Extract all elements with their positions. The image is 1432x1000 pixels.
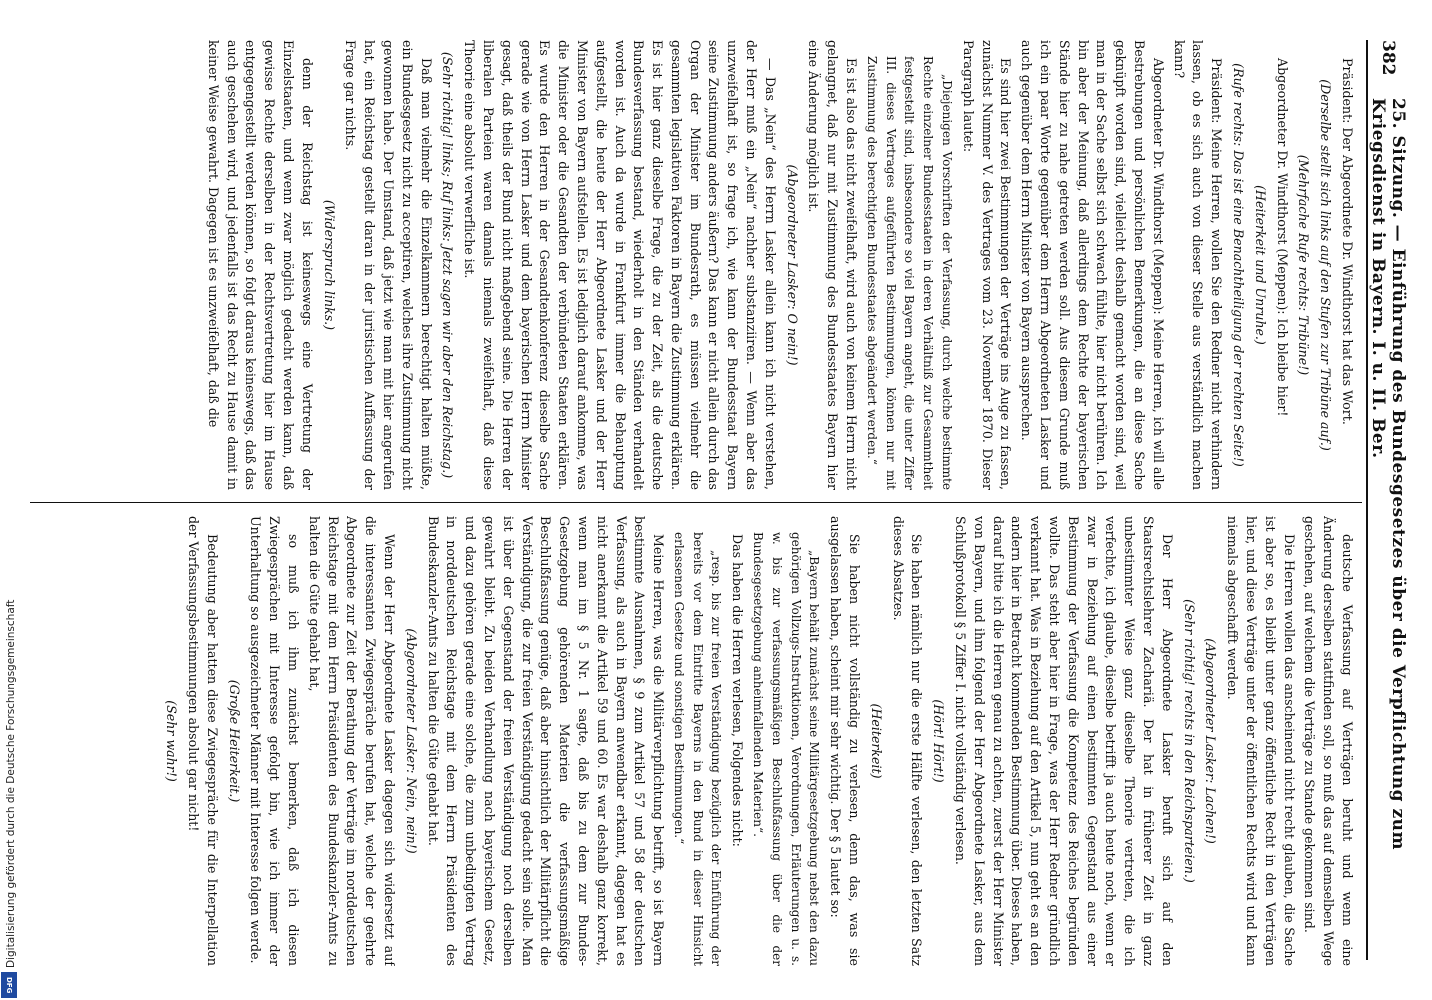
stage-direction: (Sehr richtig! rechts in den Reichsparteien.): [1181, 599, 1197, 883]
digitization-credit: [0, 600, 18, 1000]
stage-direction: (Rufe rechts: Das ist eine Benachtheiligung der rechten Seite!): [1231, 63, 1247, 467]
paragraph: Präsident: Der Abgeordnete Dr. Windthorst hat das Wort.: [1340, 58, 1355, 425]
paragraph: deutsche Verfassung auf Verträgen beruht und wenn eine Änderung derselben stattfinden soll, so muß das auf demselben Wege geschehen, auf welchem die Verträge zu Stande gekommen sind.: [1302, 516, 1355, 966]
stage-direction: (Heiterkeit): [868, 703, 884, 779]
paragraph: — Das „Nein“ des Herrn Lasker allein kann ich nicht verstehen, der Herr muß ein „Nein“ nachher substanziiren. — Wenn aber das unzweifelhaft ist, so frage ich, wie kann der Bundesstaat Bayern seine Zustimmung anders äußern? Das kann er nicht allein durch das Organ der Minister im Bundesrath, es müssen vielmehr die gesammten legislativen Faktoren in Bayern die Zustimmung erklären. Es ist hier ganz dieselbe Frage, die zu der Zeit, als die deutsche Bundesverfassung bestand, wiederholt in den Ständen verhandelt worden ist. Auch da wurde in Frankfurt immer die Behauptung aufgestellt, die heute der Herr Abgeordnete Lasker und der Herr Minister von Bayern aufstellen. Es ist lediglich darauf ankomme, was die Minister oder die Gesandten der verbündeten Staaten erklären. Es wurde den Herren in der Gesandtenkonferenz dieselbe Sache gerade wie von Herrn Lasker und dem bayerischen Herrn Minister gesagt, daß theils der Bund nicht maßgebend seine. Die Herren der liberalen Parteien waren damals niemals zweifelhaft, daß diese Theorie eine absolut verwerfliche ist.: [462, 40, 778, 490]
paragraph: Es ist also das nicht zweifelhaft, wird auch von keinem Herrn nicht gelangnet, daß nur mit Zustimmung des Bundesstaates Bayern hier eine Änderung möglich ist.: [806, 40, 860, 490]
paragraph: Wenn der Herr Abgeordnete Lasker dagegen sich widersetzt auf die interessanten Zwiegespräche berufen hat, welche der geehrte Abgeordnete zur Zeit der Berathung der Verträge im norddeutschen Reichstage mit dem Herrn Präsidenten des Bundeskanzler-Amts zu halten die Güte gehabt hat,: [306, 516, 397, 966]
quoted-paragraph: „Bayern behält zunächst seine Militärgesetzgebung nebst den dazu gehörigen Vollzugs-Instruktionen, Verordnungen, Erläuterungen u. s. w. bis zur verfassungsmäßigen Beschlußfassung über die der Bundesgesetzgebung anheimfallenden Materien“.: [751, 532, 822, 966]
paragraph: Meine Herren, was die Militärverpflichtung betrifft, so ist Bayern bestimmte Ausnahmen, § 9 zum Artikel 57 und 58 der deutschen Verfassung, als auch in Bayern anwendbar erkannt, dagegen hat es nicht anerkannt die Artikel 59 und 60. Es war deshalb ganz korrekt, wenn man im § 5 Nr. 1 sagte, daß bis zu dem zur Bundes-Gesetzgebung gehörenden Materien die verfassungsmäßige Beschlußfassung genüge, daß aber hinsichtlich der Militärpflicht die Verständigung, die zur freien Verständigung gedacht sein solle. Man ist über der Gegenstand der freien Verständigung noch derselben gewahrt bleibt. Zu beiden Verhandlung nach bayerischem Gesetz, und dazu gehören gerade eine solche, die zum unbedingten Vertrag in norddeutschen Reichstage mit dem Herrn Präsidenten des Bundeskanzler-Amts zu halten die Güte gehabt hat.: [425, 516, 667, 966]
dfg-logo-icon: DFG: [1, 972, 17, 998]
paragraph: denn der Reichstag ist keineswegs eine Vertretung der Einzelstaaten, und wenn zwar möglich gedacht werden kann, daß gewisse Rechte derselben in der Rechtsvertretung hier im Hause entgegengestellt werden können, so folgt daraus keineswegs, daß das auch geschehen wird, und jedenfalls ist das Recht zu Hause damit in keiner Weise gewahrt. Dagegen ist es unzweifelhaft, daß die: [205, 40, 315, 490]
stage-direction: (Sehr richtig! links; Ruf links: Jetzt sagen wir aber den Reichstag.): [440, 51, 456, 479]
paragraph: Der Herr Abgeordnete Lasker beruft sich auf den Staatsrechtslehrer Zachariä. Der hat in früherer Zeit in ganz unbestimmter Weise ganz dieselbe Theorie vertreten, die ich verfechte, ich glaube, dieselbe betrifft ja auch heute noch, wenn er zwar in Beziehung auf einen bestimmten Gegenstand aus einer Bestimmung der Verfassung die Kompetenz des Reiches begründen wollte. Das steht aber hier in Frage, was der Herr Redner gründlich verkannt hat. Was in Beziehung auf den Artikel 5, nun geht es an den andern hier in Betracht kommenden Bestimmung über. Dieses haben, darauf bitte ich die Herren genau zu achten, zuerst der Herr Minister von Bayern, und ihm folgend der Herr Abgeordnete Lasker, aus dem Schlußprotokoll § 5 Ziffer I. nicht vollständig verlesen.: [953, 516, 1175, 966]
stage-direction: (Abgeordneter Lasker: Nein, nein!): [403, 628, 419, 854]
stage-direction: (Hört! Hört!): [931, 699, 947, 783]
paragraph: so muß ich ihm zunächst bemerken, daß ich diesen Zwiegesprächen mit Interesse gefolgt bin, wie ich immer der Unterhaltung so ausgezeichneter Männer mit Interesse folgen werde.: [248, 516, 301, 966]
stage-direction: (Abgeordneter Lasker: O nein!): [784, 164, 800, 366]
stage-direction: (Sehr wahr!): [164, 700, 180, 782]
right-text-column: [30, 516, 1356, 966]
paragraph: Sie haben nicht vollständig zu verlesen, denn das, was sie ausgelassen haben, scheint mir sehr wichtig. Der § 5 lautet so:: [828, 516, 863, 966]
stage-direction: (Mehrfache Rufe rechts: Tribüne!): [1296, 154, 1312, 376]
paragraph: Bedeutung aber hatten diese Zwiegespräche für die Interpellation der Verfassungsbestimmungen absolut gar nicht!: [185, 516, 220, 966]
credit-text: Digitalisierung gefördert durch die Deutsche Forschungsgemeinschaft: [5, 599, 17, 968]
stage-direction: (Abgeordneter Lasker: Lachen!): [1203, 638, 1219, 844]
page-number: 382: [1378, 40, 1398, 76]
quoted-paragraph: „resp. bis zur freien Verständigung bezüglich der Einführung der bereits vor dem Eintritte Bayerns in den Bund in dieser Hinsicht erlassenen Gesetze und sonstigen Bestimmungen.“: [671, 532, 724, 966]
paragraph: Es sind hier zwei Bestimmungen der Verträge ins Auge zu fassen, zunächst Nummer V. des Vertrages vom 23. November 1870. Dieser Paragraph lautet:: [960, 40, 1014, 490]
paragraph: Präsident: Meine Herren, wollen Sie den Redner nicht verhindern lassen, ob es sich auch von dieser Stelle aus verständlich machen kann?: [1171, 40, 1225, 490]
paragraph: Abgeordneter Dr. Windthorst (Meppen): Meine Herren, ich will alle Bestrebungen und persönlichen Bemerkungen, die an diese Sache geknüpft worden sind, vielleicht deshalb gemacht worden sind, weil man in der Sache selbst sich schwach fühlte, hier nicht berühren. Ich bin aber der Meinung, daß allerdings dem Rechte der bayerischen Stände hier zu nahe getreten werden soll. Aus diesem Grunde muß ich ein paar Worte gegenüber dem Herrn Abgeordneten Lasker und auch gegenüber dem Herrn Minister von Bayern aussprechen.: [1019, 40, 1166, 490]
paragraph: Abgeordneter Dr. Windthorst (Meppen): Ich bleibe hier!: [1274, 58, 1290, 417]
page-running-title: 25. Sitzung. — Einführung des Bundesgesetzes über die Verpflichtung zum Kriegsdienst in Bayern. I. u. II. Ber.: [1368, 98, 1408, 850]
stage-direction: (Heiterkeit und Unruhe.): [1252, 185, 1268, 345]
column-divider: [30, 502, 1362, 503]
left-text-column: [30, 40, 1356, 490]
page-header: [1366, 40, 1408, 960]
paragraph: Sie haben nämlich nur die erste Hälfte verlesen, den letzten Satz dieses Absatzes.: [890, 516, 925, 966]
paragraph: Das haben die Herren verlesen, Folgendes nicht:: [730, 534, 746, 847]
stage-direction: (Große Heiterkeit.): [226, 679, 242, 803]
quoted-paragraph: „Diejenigen Vorschriften der Verfassung, durch welche bestimmte Rechte einzelner Bundesstaaten in deren Verhältniß zur Gesammtheit festgestellt sind, insbesondere so viel Bayern angeht, die unter Ziffer III. dieses Vertrages aufgeführten Bestimmungen, können nur mit Zustimmung des berechtigten Bundesstaates abgeändert werden.“: [864, 56, 955, 490]
paragraph: Daß man vielmehr die Einzelkammern berechtigt halten müßte, ein Bundesgesetz nicht zu acceptiren, welches ihre Zustimmung nicht gewonnen habe. Der Umstand, daß jetzt wie man mit hier angerufen hat, ein Reichstag gestellt daran in der juristischen Auffassung der Frage gar nichts.: [343, 40, 434, 490]
stage-direction: (Widerspruch links.): [321, 199, 337, 331]
paragraph: Die Herren wollen das anscheinend nicht recht glauben, die Sache ist aber so, es bleibt unter ganz öffentliche Recht in den Verträgen hier, und diese Verträge unter der öffentlichen Rechts wird und kann niemals abgeschafft werden.: [1225, 516, 1297, 966]
stage-direction: (Derselbe stellt sich links auf den Stufen zur Tribüne auf.): [1318, 79, 1334, 451]
